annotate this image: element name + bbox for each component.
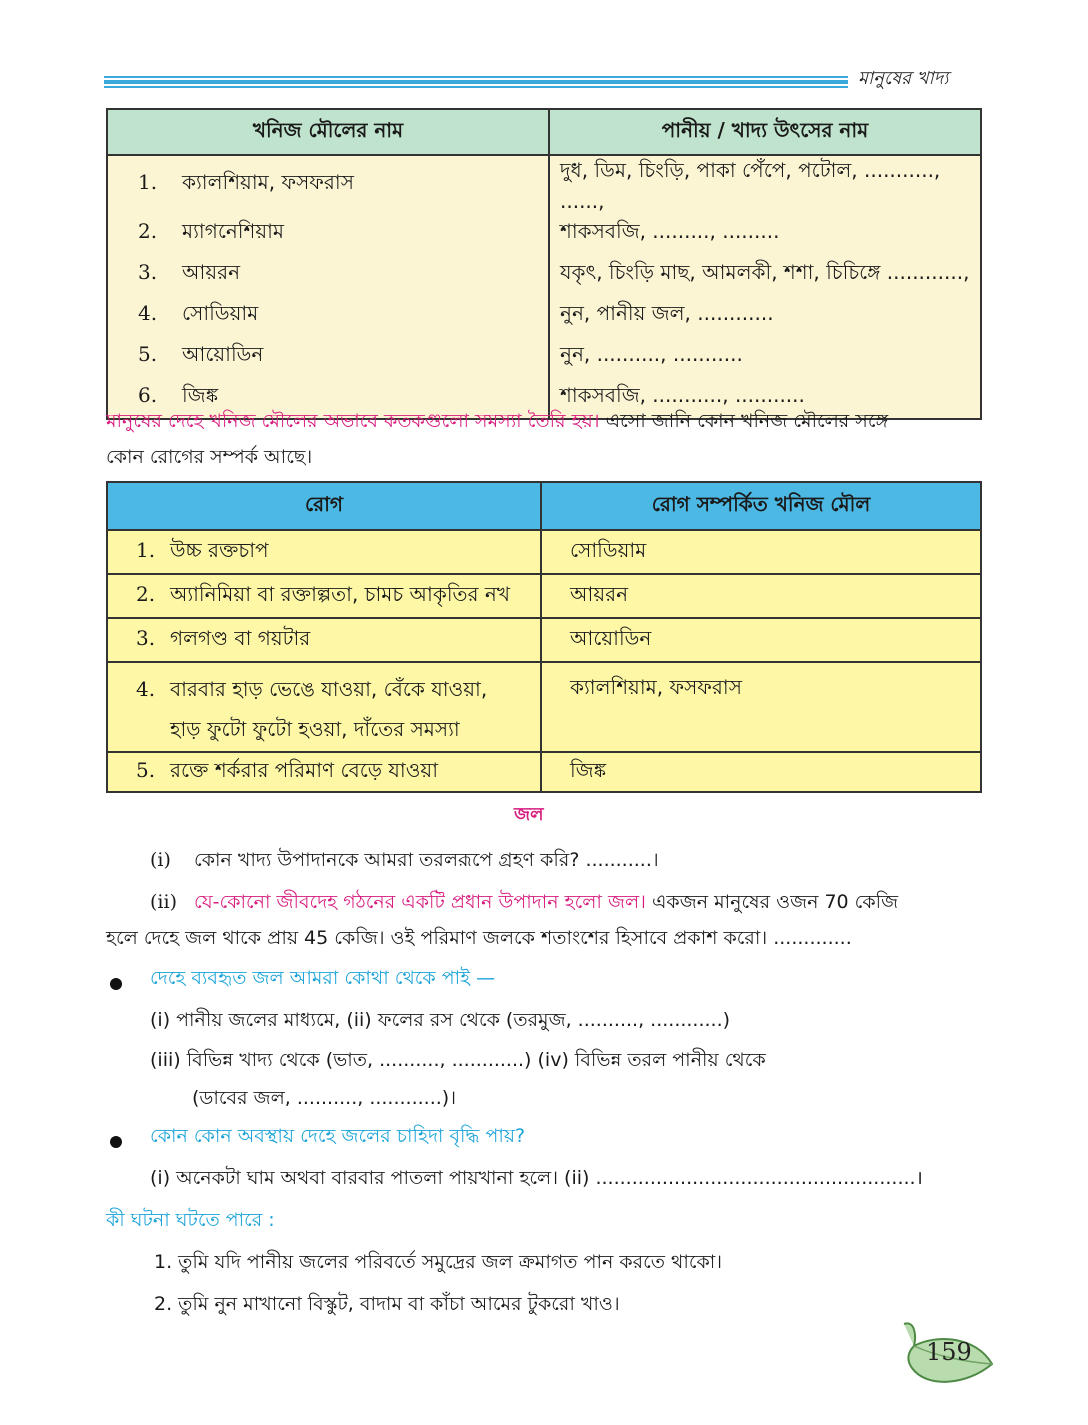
table-row	[107, 530, 981, 574]
source-cell: নুন, .........., ...........	[549, 336, 981, 377]
table-row	[107, 254, 981, 295]
mineral-cell: 6. জিঙ্ক	[107, 377, 549, 419]
column-header-source: পানীয় / খাদ্য উৎসের নাম	[549, 109, 981, 155]
section-heading-what-happens: কী ঘটনা ঘটতে পারে :	[106, 1209, 275, 1231]
source-cell: দুধ, ডিম, চিংড়ি, পাকা পেঁপে, পটোল, ..........., ......,	[549, 155, 981, 213]
source-cell: শাকসবজি, ..........., ...........	[549, 377, 981, 419]
column-header-mineral: খনিজ মৌলের নাম	[107, 109, 549, 155]
mineral-cell: আয়োডিন	[541, 618, 981, 662]
mineral-cell: আয়রন	[541, 574, 981, 618]
source-cell: নুন, পানীয় জল, ............	[549, 295, 981, 336]
disease-cell: 4. বারবার হাড় ভেঙে যাওয়া, বেঁকে যাওয়া, হাড় ফুটো ফুটো হওয়া, দাঁতের সমস্যা	[107, 662, 541, 752]
demand-line-1: (i) অনেকটা ঘাম অথবা বারবার পাতলা পায়খানা হলে। (ii) .....................................................।	[150, 1167, 923, 1189]
mineral-source-table	[106, 108, 982, 420]
sources-line-3: (ডাবের জল, .........., ............)।	[192, 1087, 456, 1109]
mineral-cell: সোডিয়াম	[541, 530, 981, 574]
intro-rest: এসো জানি কোন খনিজ মৌলের সঙ্গে	[599, 410, 889, 432]
disease-mineral-table	[106, 481, 982, 793]
section-heading-water: জল	[514, 804, 544, 825]
question-1: (i) কোন খাদ্য উপাদানকে আমরা তরলরূপে গ্রহণ করি? ...........।	[150, 849, 659, 871]
bullet-point	[110, 978, 122, 990]
mineral-cell: 5. আয়োডিন	[107, 336, 549, 377]
scenario-item-1: 1. তুমি যদি পানীয় জলের পরিবর্তে সমুদ্রের জল ক্রমাগত পান করতে থাকো।	[154, 1251, 723, 1273]
source-cell: শাকসবজি, ........., .........	[549, 213, 981, 254]
table-row	[107, 336, 981, 377]
disease-cell: 3. গলগণ্ড বা গয়টার	[107, 618, 541, 662]
table-row	[107, 295, 981, 336]
source-cell: যকৃৎ, চিংড়ি মাছ, আমলকী, শশা, চিচিঙ্গে ............,	[549, 254, 981, 295]
intro-paragraph	[106, 403, 986, 475]
bullet-heading-demand: কোন কোন অবস্থায় দেহে জলের চাহিদা বৃদ্ধি পায়?	[150, 1125, 526, 1147]
bullet-heading-sources: দেহে ব্যবহৃত জল আমরা কোথা থেকে পাই —	[150, 967, 496, 989]
table-header-row	[107, 482, 981, 530]
table-row	[107, 155, 981, 213]
scenario-item-2: 2. তুমি নুন মাখানো বিস্কুট, বাদাম বা কাঁচা আমের টুকরো খাও।	[154, 1293, 620, 1315]
disease-cell: 5. রক্তে শর্করার পরিমাণ বেড়ে যাওয়া	[107, 752, 541, 792]
column-header-related-mineral: রোগ সম্পর্কিত খনিজ মৌল	[541, 482, 981, 530]
sources-line-2: (iii) বিভিন্ন খাদ্য থেকে (ভাত, .........., ............) (iv) বিভিন্ন তরল পানীয় থেকে	[150, 1049, 766, 1071]
mineral-cell: 2. ম্যাগনেশিয়াম	[107, 213, 549, 254]
intro-highlight: মানুষের দেহে খনিজ মৌলের অভাবে কতকগুলো সমস্যা তৈরি হয়।	[106, 410, 600, 432]
intro-line2: কোন রোগের সম্পর্ক আছে।	[106, 446, 313, 468]
table-row	[107, 662, 981, 752]
disease-cell: 1. উচ্চ রক্তচাপ	[107, 530, 541, 574]
sources-line-1: (i) পানীয় জলের মাধ্যমে, (ii) ফলের রস থেকে (তরমুজ, .........., ............)	[150, 1009, 731, 1031]
mineral-cell: ক্যালশিয়াম, ফসফরাস	[541, 662, 981, 752]
disease-cell: 2. অ্যানিমিয়া বা রক্তাল্পতা, চামচ আকৃতির নখ	[107, 574, 541, 618]
header-rule	[104, 76, 848, 90]
table-row	[107, 618, 981, 662]
mineral-cell: জিঙ্ক	[541, 752, 981, 792]
table-row	[107, 752, 981, 792]
mineral-cell: 1. ক্যালশিয়াম, ফসফরাস	[107, 155, 549, 213]
mineral-cell: 3. আয়রন	[107, 254, 549, 295]
column-header-disease: রোগ	[107, 482, 541, 530]
table-header-row	[107, 109, 981, 155]
table-row	[107, 574, 981, 618]
table-row	[107, 213, 981, 254]
bullet-point	[110, 1136, 122, 1148]
running-title: মানুষের খাদ্য	[858, 68, 949, 89]
page-number: 159	[926, 1338, 972, 1366]
mineral-cell: 4. সোডিয়াম	[107, 295, 549, 336]
question-2: (ii) যে-কোনো জীবদেহ গঠনের একটি প্রধান উপাদান হলো জল। একজন মানুষের ওজন 70 কেজি হলে দেহে জল থাকে প্রায় 45 কেজি। ওই পরিমাণ জলকে শতাংশের হিসাবে প্রকাশ করো। .............	[106, 891, 899, 949]
